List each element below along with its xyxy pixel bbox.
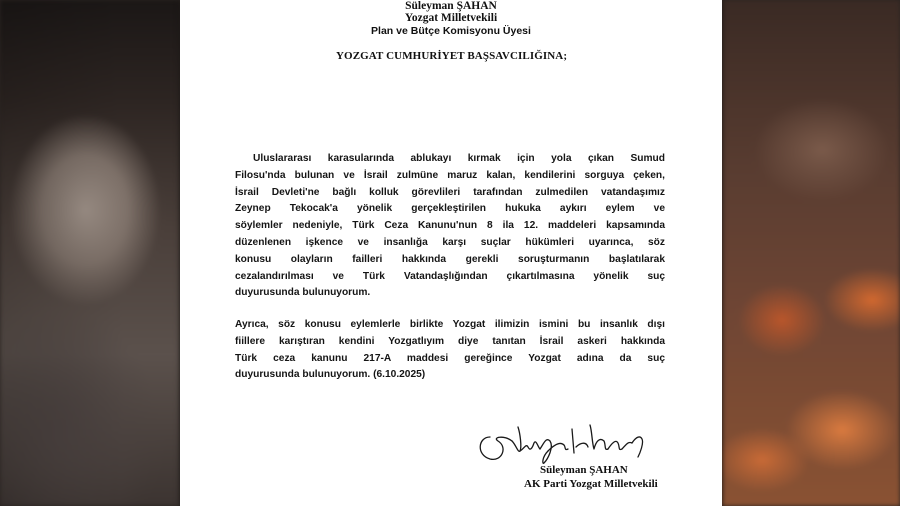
paragraph-2-line: Türk ceza kanunu 217-A maddesi gereğince Yozgat adına da suç [235, 352, 665, 364]
paragraph-1-line: cezalandırılması ve Türk Vatandaşlığından çıkartılmasına yönelik suç [235, 270, 665, 282]
paragraph-1-line: konusu olayların failleri hakkında gerekli soruşturmanın başlatılarak [235, 253, 665, 265]
paragraph-1 [235, 151, 665, 302]
signature-name: Süleyman ŞAHAN [540, 464, 628, 476]
paragraph-2-line: duyurusunda bulunuyorum. (6.10.2025) [235, 369, 426, 381]
addressee-line: YOZGAT CUMHURİYET BAŞSAVCILIĞINA; [336, 50, 568, 62]
signature-title: AK Parti Yozgat Milletvekili [524, 478, 658, 490]
paragraph-2-line: Ayrıca, söz konusu eylemlerle birlikte Yozgat ilimizin ismini bu insanlık dışı [235, 319, 665, 330]
handwritten-signature [468, 407, 668, 467]
paragraph-1-line: Filosu'nda bulunan ve İsrail zulmüne maruz kalan, kendilerini sorguya çeken, [235, 169, 665, 181]
paragraph-1-line: duyurusunda bulunuyorum. [235, 287, 371, 299]
paragraph-1-line: düzenlenen işkence ve insanlığa karşı suçlar hükümleri uyarınca, söz [235, 236, 665, 248]
paragraph-1-line: Zeynep Tekocak'a yönelik gerçekleştirilen hukuka aykırı eylem ve [235, 203, 665, 215]
petition-document [180, 0, 722, 506]
paragraph-2-line: fiillere karıştıran kendini Yozgatlıyım diye tanıtan İsrail askeri hakkında [235, 335, 665, 347]
header-role: Yozgat Milletvekili [404, 12, 498, 24]
header-name: Süleyman ŞAHAN [405, 0, 497, 12]
header-committee: Plan ve Bütçe Komisyonu Üyesi [371, 25, 531, 37]
paragraph-1-line: söylemler nedeniyle, Türk Ceza Kanunu'nun 8 ila 12. maddeleri kapsamında [235, 220, 665, 232]
paragraph-1-line: Uluslararası karasularında ablukayı kırmak için yola çıkan Sumud [253, 153, 665, 164]
paragraph-1-line: İsrail Devleti'ne bağlı kolluk görevlileri tarafından zulmedilen vatandaşımız [235, 186, 665, 198]
blurred-seats-background [722, 0, 900, 506]
paragraph-2 [235, 317, 665, 384]
blurred-person-background [0, 0, 180, 506]
